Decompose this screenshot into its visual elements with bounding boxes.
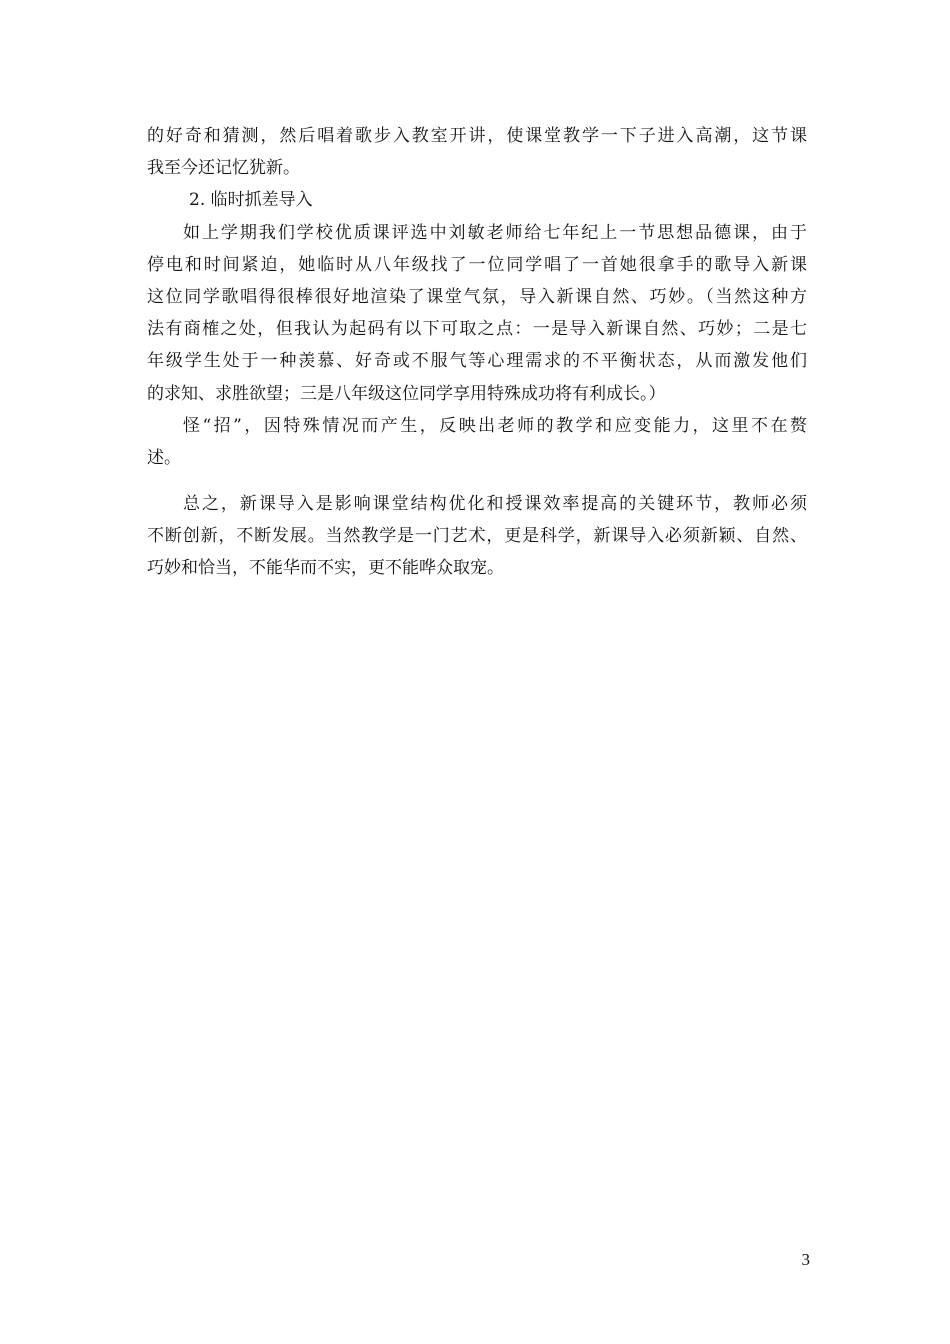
text-line: 总之，新课导入是影响课堂结构优化和授课效率提高的关键环节，教师必须: [183, 494, 807, 515]
text-line: 法有商榷之处，但我认为起码有以下可取之点：一是导入新课自然、巧妙；二是七: [147, 319, 807, 340]
text-line: 如上学期我们学校优质课评选中刘敏老师给七年纪上一节思想品德课，由于: [183, 222, 807, 243]
text-line: 不断创新，不断发展。当然教学是一门艺术，更是科学，新课导入必须新颖、自然、: [147, 526, 807, 547]
text-line: 的求知、求胜欲望；三是八年级这位同学享用特殊成功将有利成长。）: [147, 383, 666, 404]
text-line: 怪“招”，因特殊情况而产生，反映出老师的教学和应变能力，这里不在赘: [183, 415, 807, 436]
text-line: 这位同学歌唱得很棒很好地渲染了课堂气氛，导入新课自然、巧妙。（当然这种方: [147, 286, 807, 307]
text-line: 我至今还记忆犹新。: [147, 158, 300, 179]
text-line: 述。: [147, 447, 181, 468]
text-line: 停电和时间紧迫，她临时从八年级找了一位同学唱了一首她很拿手的歌导入新课: [147, 254, 807, 275]
body-text: [147, 120, 807, 585]
section-heading: 2. 临时抓差导入: [189, 190, 313, 211]
text-line: 年级学生处于一种羡慕、好奇或不服气等心理需求的不平衡状态，从而激发他们: [147, 351, 807, 372]
page-number: 3: [801, 1250, 810, 1269]
text-line: 的好奇和猜测，然后唱着歌步入教室开讲，使课堂教学一下子进入高潮，这节课: [147, 126, 807, 146]
paragraph-gap: [147, 474, 807, 488]
text-line: 巧妙和恰当，不能华而不实，更不能哗众取宠。: [147, 558, 504, 579]
